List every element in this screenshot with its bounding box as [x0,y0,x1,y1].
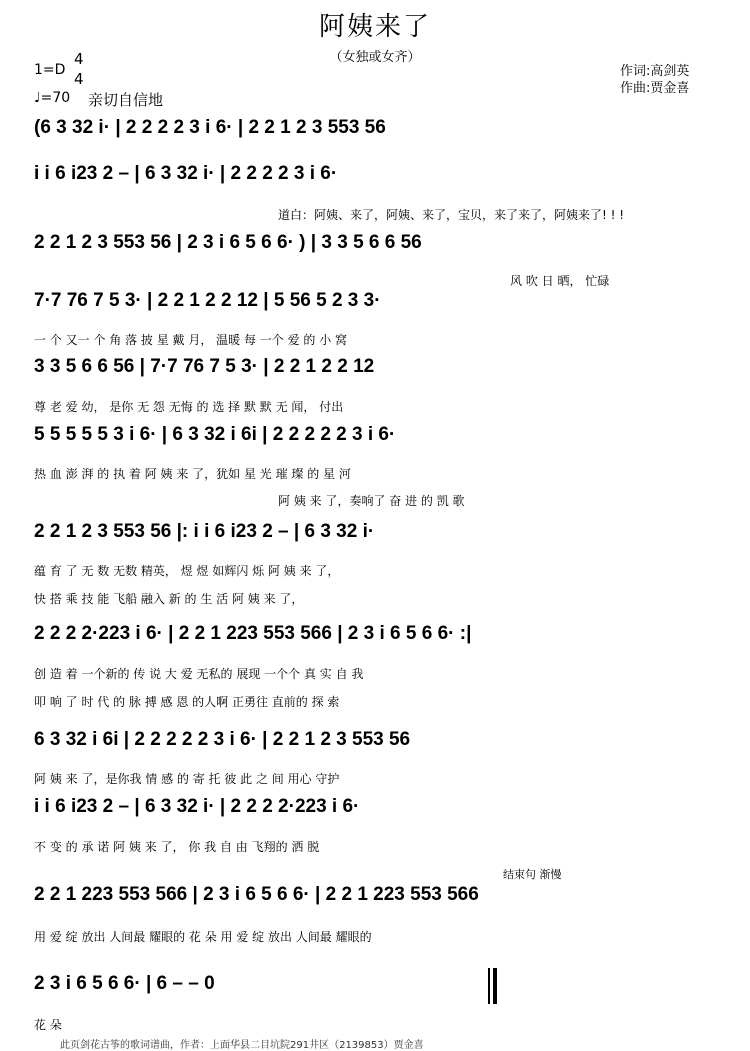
lyric-row-11: 用 爱 绽 放出 人间最 耀眼的 花 朵 用 爱 绽 放出 人间最 耀眼的 [34,930,372,944]
time-signature-bottom: 4 [74,70,84,88]
key-signature: 1=D [34,62,66,78]
lyricist-credit: 作词:高剑英 [620,64,690,79]
lyric-row-5: 尊 老 爱 幼， 是你 无 怨 无悔 的 选 择 默 默 无 闻， 付出 [34,400,344,414]
notation-row-10: i i 6 i23 2 – | 6 3 32 i· | 2 2 2 2·223 i 6· [34,796,360,817]
tempo-marking: ♩=70 [34,90,71,106]
lyric-row-7: 蕴 育 了 无 数 无数 精英， 煜 煜 如辉闪 烁 阿 姨 来 了， [34,564,340,578]
notation-row-11: 2 2 1 223 553 566 | 2 3 i 6 5 6 6· | 2 2 1 223 553 566 [34,884,479,905]
notation-row-7: 2 2 1 2 3 553 56 |: i i 6 i23 2 – | 6 3 32 i· [34,521,375,542]
performance-note: 结束句 渐慢 [503,868,562,881]
lyric-row-8: 创 造 着 一个新的 传 说 大 爱 无私的 展现 一个个 真 实 自 我 [34,667,364,681]
notation-row-6: 5 5 5 5 5 3 i 6· | 6 3 32 i 6i | 2 2 2 2 2 3 i 6· [34,424,396,445]
lyric-row-10: 不 变 的 承 诺 阿 姨 来 了， 你 我 自 由 飞翔的 洒 脱 [34,840,320,854]
lyric-row-8-verse2: 叩 响 了 时 代 的 脉 搏 感 恩 的人啊 正勇往 直前的 探 索 [34,695,340,709]
final-barline-thin [488,968,490,1004]
final-barline-thick [493,968,497,1004]
time-signature-top: 4 [74,50,84,68]
notation-row-3: 2 2 1 2 3 553 56 | 2 3 i 6 5 6 6· ) | 3 3 5 6 6 56 [34,232,422,253]
lyric-row-3: 风 吹 日 晒， 忙碌 [510,274,610,288]
notation-row-8: 2 2 2 2·223 i 6· | 2 2 1 223 553 566 | 2 3 i 6 5 6 6· :| [34,623,472,644]
lyric-row-4: 一 个 又一 个 角 落 披 星 戴 月， 温暖 每 一个 爱 的 小 窝 [34,333,348,347]
notation-row-2: i i 6 i23 2 – | 6 3 32 i· | 2 2 2 2 3 i 6· [34,163,338,184]
lyric-row-9: 阿 姨 来 了，是你我 情 感 的 寄 托 彼 此 之 间 用心 守护 [34,772,340,786]
song-title: 阿姨来了 [318,12,431,42]
footer-note: 此页剑花古筝的歌词谱曲，作者：上面华县二目坑院291井区（2139853）贾金喜 [60,1040,424,1051]
notation-row-5: 3 3 5 6 6 56 | 7·7 76 7 5 3· | 2 2 1 2 2 12 [34,356,375,377]
lyric-row-7-verse2: 快 搭 乘 技 能 飞船 融入 新 的 生 活 阿 姨 来 了， [34,592,304,606]
composer-credit: 作曲:贾金喜 [620,81,690,96]
lyric-row-12: 花 朵 [34,1018,62,1032]
dialogue-line: 道白：阿姨、来了，阿姨、来了，宝贝，来了来了，阿姨来了! ! ! [278,208,625,222]
song-subtitle: （女独或女齐） [329,50,421,65]
notation-row-1: (6 3 32 i· | 2 2 2 2 3 i 6· | 2 2 1 2 3 553 56 [34,117,386,138]
lyric-row-6: 热 血 澎 湃 的 执 着 阿 姨 来 了，犹如 星 光 璀 璨 的 星 河 [34,467,351,481]
notation-row-4: 7·7 76 7 5 3· | 2 2 1 2 2 12 | 5 56 5 2 3 3· [34,290,381,311]
expression-marking: 亲切自信地 [88,91,164,109]
notation-row-9: 6 3 32 i 6i | 2 2 2 2 2 3 i 6· | 2 2 1 2 3 553 56 [34,729,411,750]
notation-row-12: 2 3 i 6 5 6 6· | 6 – – 0 [34,973,215,994]
lyric-row-6-verse2: 阿 姨 来 了，奏响了 奋 进 的 凯 歌 [278,494,465,508]
